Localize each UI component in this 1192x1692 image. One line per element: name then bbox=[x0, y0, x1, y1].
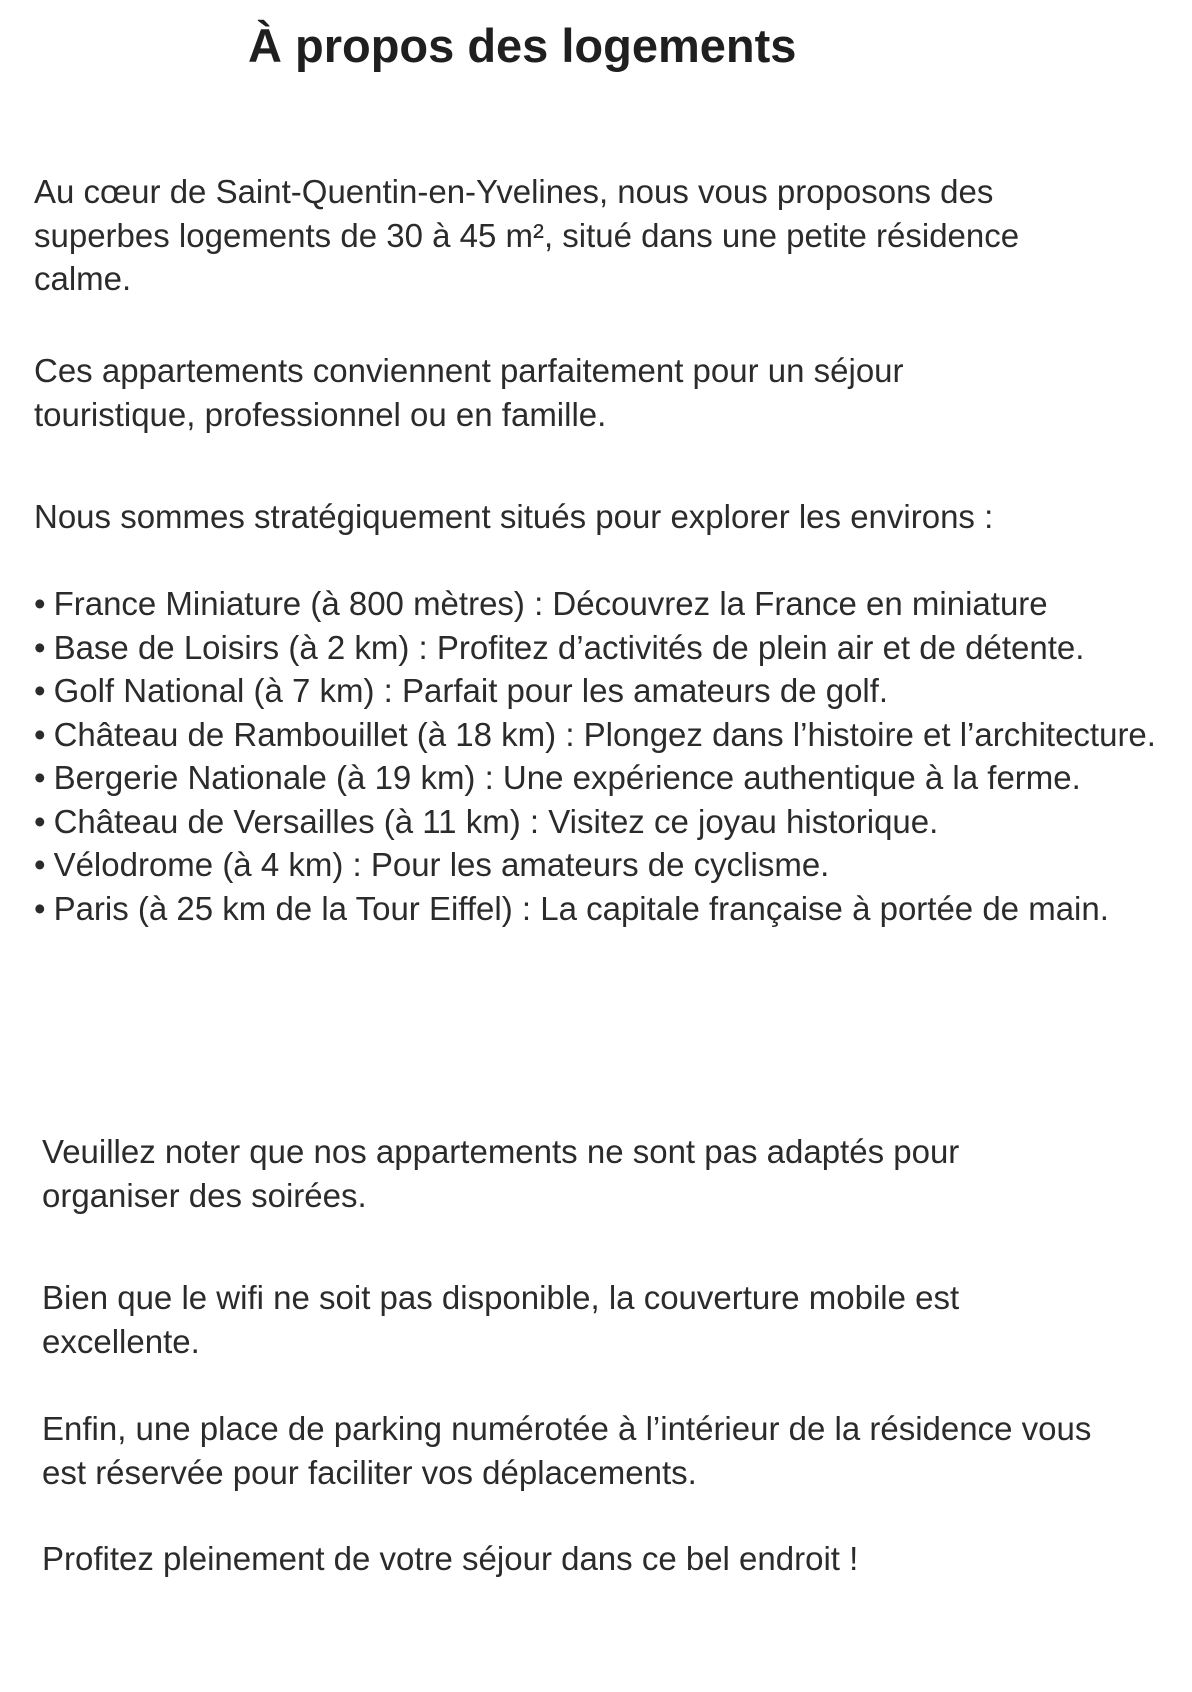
bullet-icon: • bbox=[34, 672, 46, 709]
bullet-icon: • bbox=[34, 585, 46, 622]
list-item bbox=[34, 800, 1184, 844]
note-paragraph-closing: Profitez pleinement de votre séjour dans ce bel endroit ! bbox=[42, 1540, 859, 1577]
list-item bbox=[34, 713, 1184, 757]
list-item-text: Bergerie Nationale (à 19 km) : Une expérience authentique à la ferme. bbox=[53, 759, 1081, 796]
intro-paragraph-location: Au cœur de Saint-Quentin-en-Yvelines, nous vous proposons des superbes logements de 30 à 45 m², situé dans une petite résidence calme. bbox=[34, 173, 1020, 297]
list-item bbox=[34, 843, 1184, 887]
intro-paragraph-surroundings: Nous sommes stratégiquement situés pour explorer les environs : bbox=[34, 498, 994, 535]
list-item-text: Base de Loisirs (à 2 km) : Profitez d’activités de plein air et de détente. bbox=[53, 628, 1085, 666]
list-item-text: France Miniature (à 800 mètres) : Découvrez la France en miniature bbox=[53, 585, 1048, 622]
list-item bbox=[34, 582, 1184, 626]
list-item-text: Château de Versailles (à 11 km) : Visitez ce joyau historique. bbox=[53, 802, 939, 840]
bullet-icon: • bbox=[34, 628, 46, 666]
list-item-text: Paris (à 25 km de la Tour Eiffel) : La capitale française à portée de main. bbox=[53, 889, 1109, 927]
list-item bbox=[34, 626, 1184, 670]
list-item bbox=[34, 669, 1184, 713]
intro-paragraph-suitability: Ces appartements conviennent parfaitement pour un séjour touristique, professionnel ou en famille. bbox=[34, 352, 904, 433]
bullet-icon: • bbox=[34, 889, 46, 927]
note-paragraph-parties: Veuillez noter que nos appartements ne sont pas adaptés pour organiser des soirées. bbox=[42, 1133, 960, 1214]
list-item bbox=[34, 887, 1184, 931]
list-item-text: Golf National (à 7 km) : Parfait pour les amateurs de golf. bbox=[53, 672, 889, 709]
bullet-icon: • bbox=[34, 715, 46, 753]
bullet-icon: • bbox=[34, 802, 46, 840]
page-title: À propos des logements bbox=[248, 19, 797, 72]
list-item-text: Château de Rambouillet (à 18 km) : Plongez dans l’histoire et l’architecture. bbox=[53, 715, 1156, 753]
bullet-icon: • bbox=[34, 846, 46, 883]
attractions-list bbox=[34, 582, 1184, 930]
list-item bbox=[34, 756, 1184, 800]
note-paragraph-wifi: Bien que le wifi ne soit pas disponible, la couverture mobile est excellente. bbox=[42, 1279, 960, 1360]
bullet-icon: • bbox=[34, 759, 46, 796]
list-item-text: Vélodrome (à 4 km) : Pour les amateurs de cyclisme. bbox=[53, 846, 830, 883]
note-paragraph-parking: Enfin, une place de parking numérotée à l’intérieur de la résidence vous est réservée pour faciliter vos déplacements. bbox=[42, 1410, 1092, 1491]
